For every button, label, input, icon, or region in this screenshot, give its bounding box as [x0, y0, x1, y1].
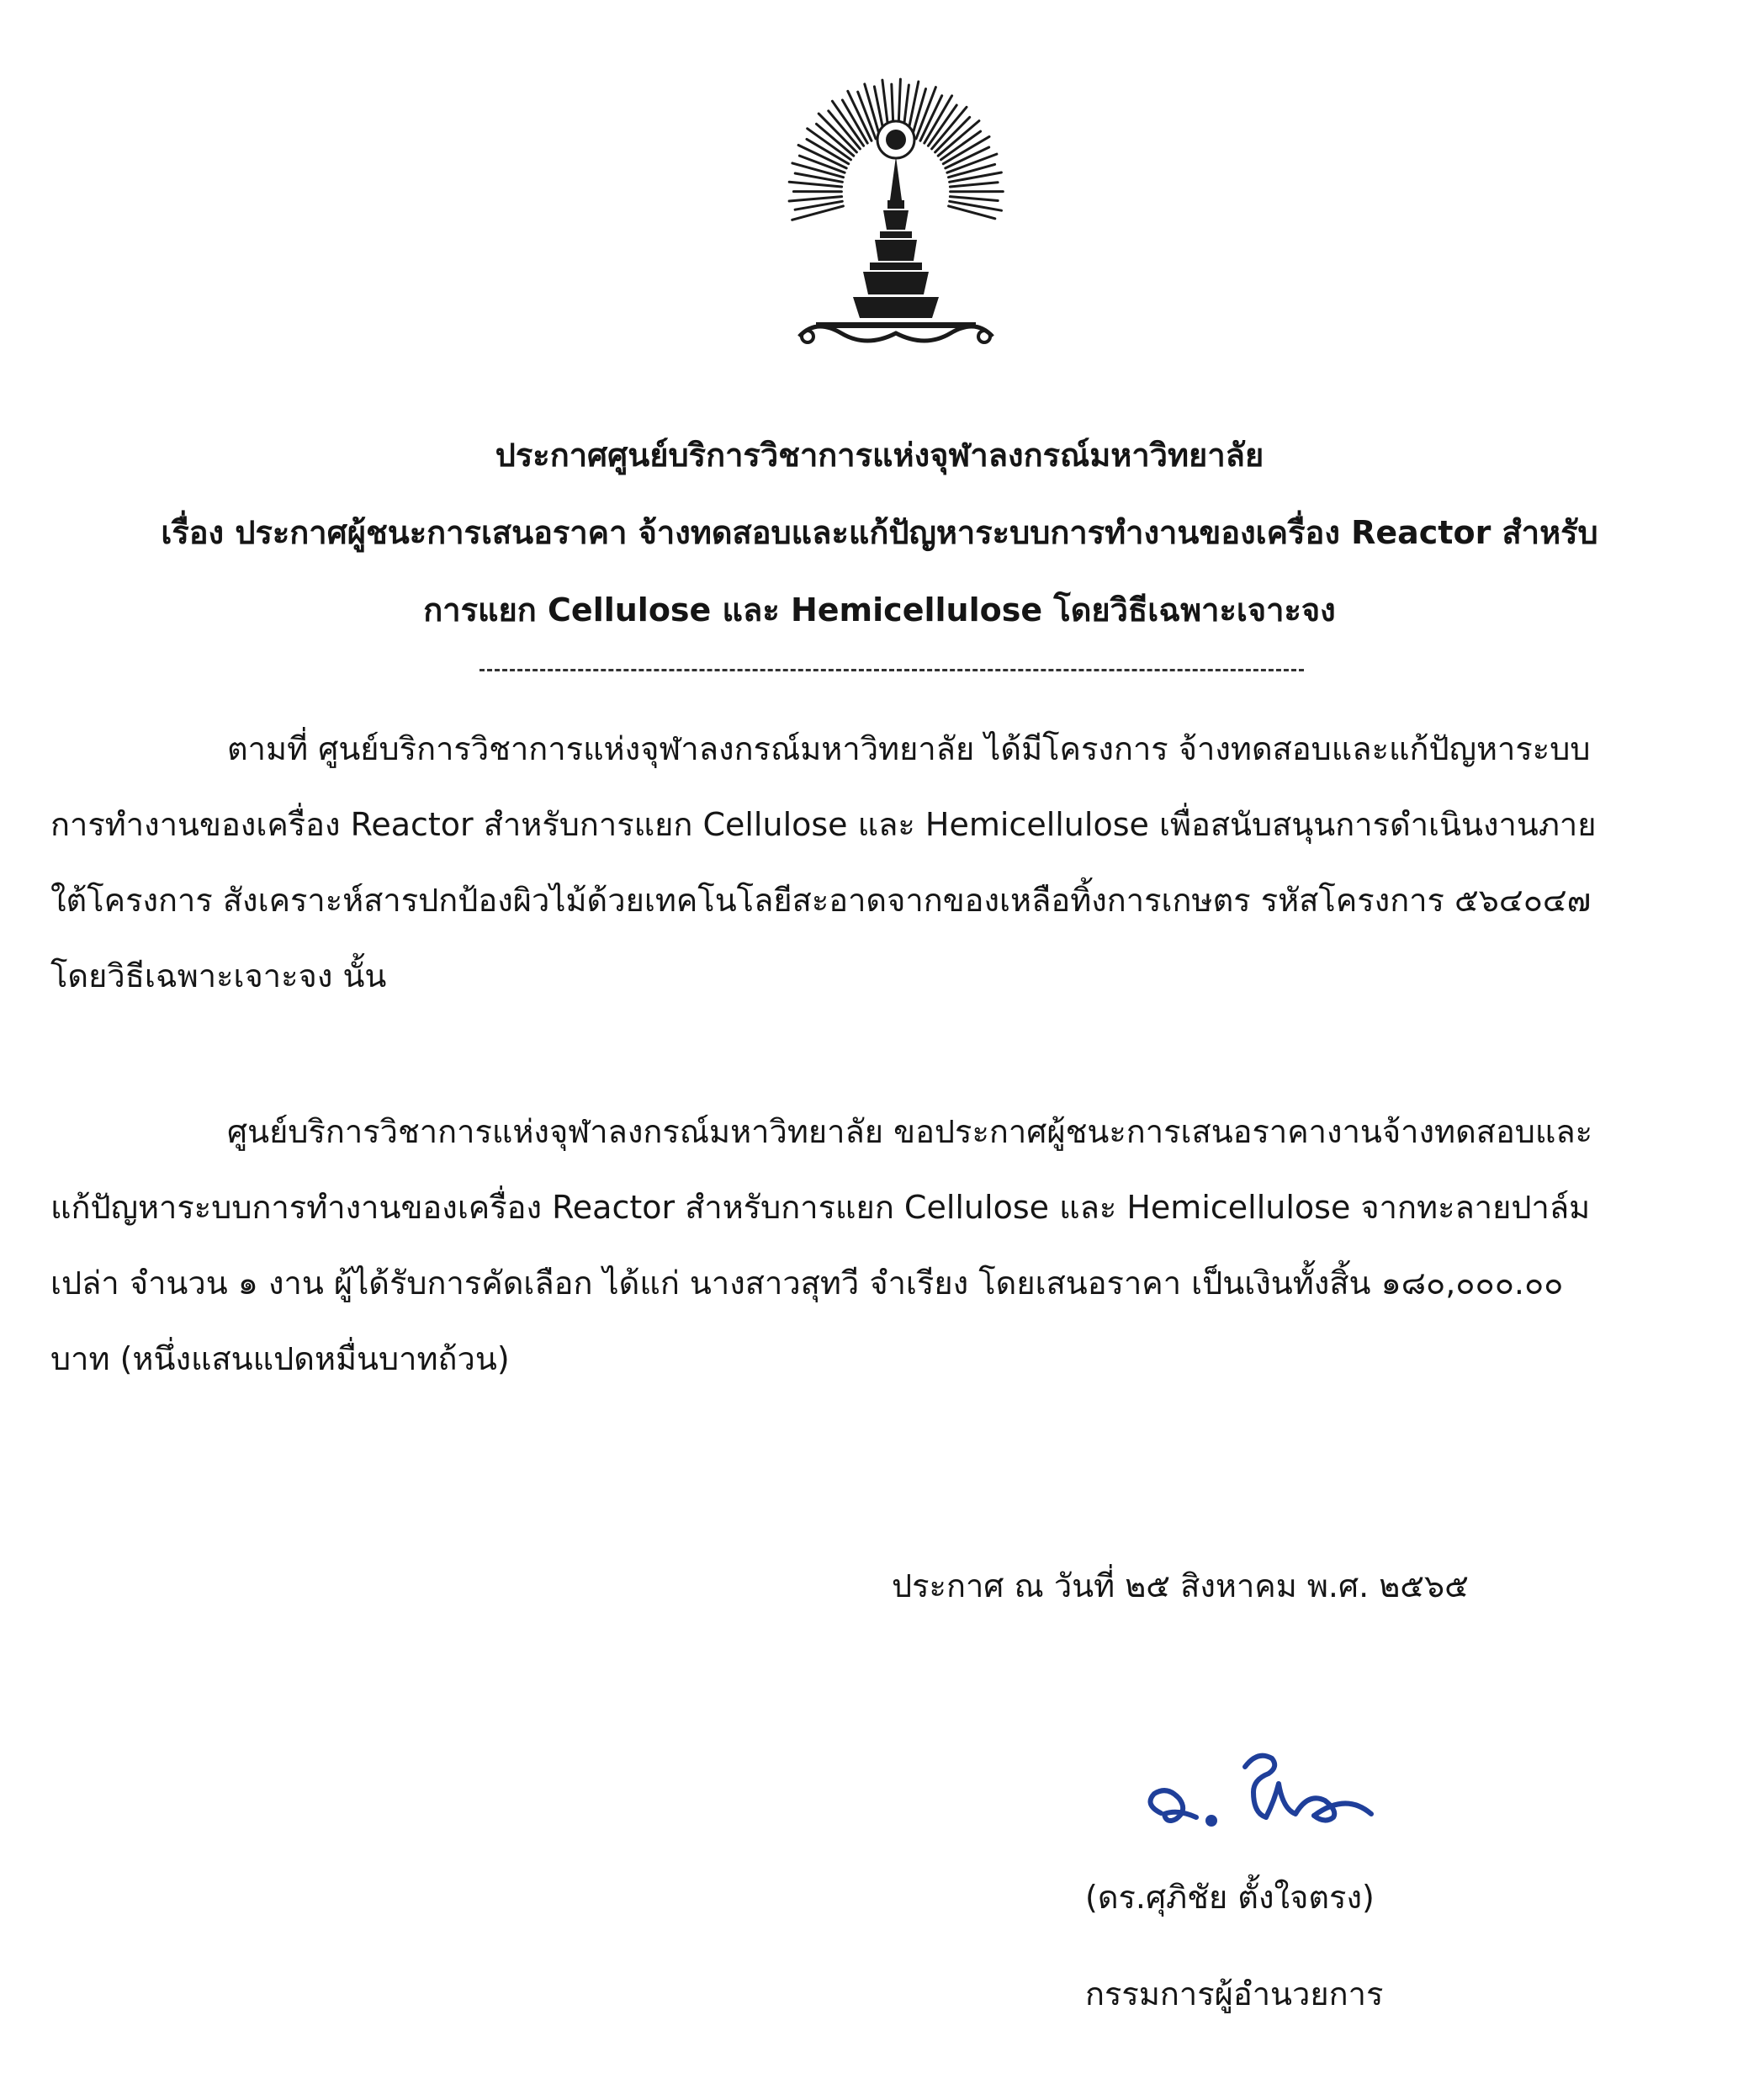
paragraph-line: แก้ปัญหาระบบการทำงานของเครื่อง Reactor สำหรับการแยก Cellulose และ Hemicellulose จากทะลายปาล์ม [50, 1189, 1591, 1226]
paragraph-line: การทำงานของเครื่อง Reactor สำหรับการแยก Cellulose และ Hemicellulose เพื่อสนับสนุนการดำเนินงานภาย [50, 806, 1597, 843]
announcement-date: ประกาศ ณ วันที่ ๒๕ สิงหาคม พ.ศ. ๒๕๖๕ [892, 1567, 1469, 1604]
emblem-ray [932, 107, 967, 149]
signer-name: (ดร.ศุภิชัย ตั้งใจตรง) [1085, 1879, 1375, 1916]
body-paragraph-2 [50, 1094, 1725, 1397]
chulalongkorn-emblem-icon [782, 66, 1009, 369]
title-line-2: เรื่อง ประกาศผู้ชนะการเสนอราคา จ้างทดสอบและแก้ปัญหาระบบการทำงานของเครื่อง Reactor สำหรับ [161, 514, 1598, 551]
title-line-3: การแยก Cellulose และ Hemicellulose โดยวิธีเฉพาะเจาะจง [423, 591, 1336, 628]
signer-title: กรรมการผู้อำนวยการ [1085, 1975, 1384, 2012]
paragraph-line: ตามที่ ศูนย์บริการวิชาการแห่งจุฬาลงกรณ์มหาวิทยาลัย ได้มีโครงการ จ้างทดสอบและแก้ปัญหาระบบ [227, 730, 1591, 767]
emblem-ray [950, 183, 998, 187]
paragraph-line: ใต้โครงการ สังเคราะห์สารปกป้องผิวไม้ด้วยเทคโนโลยีสะอาดจากของเหลือทิ้งการเกษตร รหัสโครงการ ๕๖๔๐๔๗ [50, 882, 1592, 919]
announcement-title [50, 416, 1709, 649]
title-line-1: ประกาศศูนย์บริการวิชาการแห่งจุฬาลงกรณ์มหาวิทยาลัย [495, 437, 1264, 474]
paragraph-line: บาท (หนึ่งแสนแปดหมื่นบาทถ้วน) [50, 1340, 510, 1377]
emblem-ray [789, 182, 841, 187]
paragraph-line: ศูนย์บริการวิชาการแห่งจุฬาลงกรณ์มหาวิทยาลัย ขอประกาศผู้ชนะการเสนอราคางานจ้างทดสอบและ [227, 1113, 1593, 1150]
title-divider [479, 669, 1304, 671]
body-paragraph-1 [50, 711, 1725, 1014]
emblem-ray [938, 121, 979, 156]
emblem-ray [819, 114, 856, 152]
signature-icon [1127, 1733, 1405, 1851]
emblem-ray [950, 197, 998, 201]
emblem-ray [789, 197, 842, 201]
paragraph-line: โดยวิธีเฉพาะเจาะจง นั้น [50, 957, 387, 994]
paragraph-line: เปล่า จำนวน ๑ งาน ผู้ได้รับการคัดเลือก ได้แก่ นางสาวสุทวี จำเรียง โดยเสนอราคา เป็นเงินทั้งสิ้น ๑๘๐,๐๐๐.๐๐ [50, 1265, 1564, 1302]
